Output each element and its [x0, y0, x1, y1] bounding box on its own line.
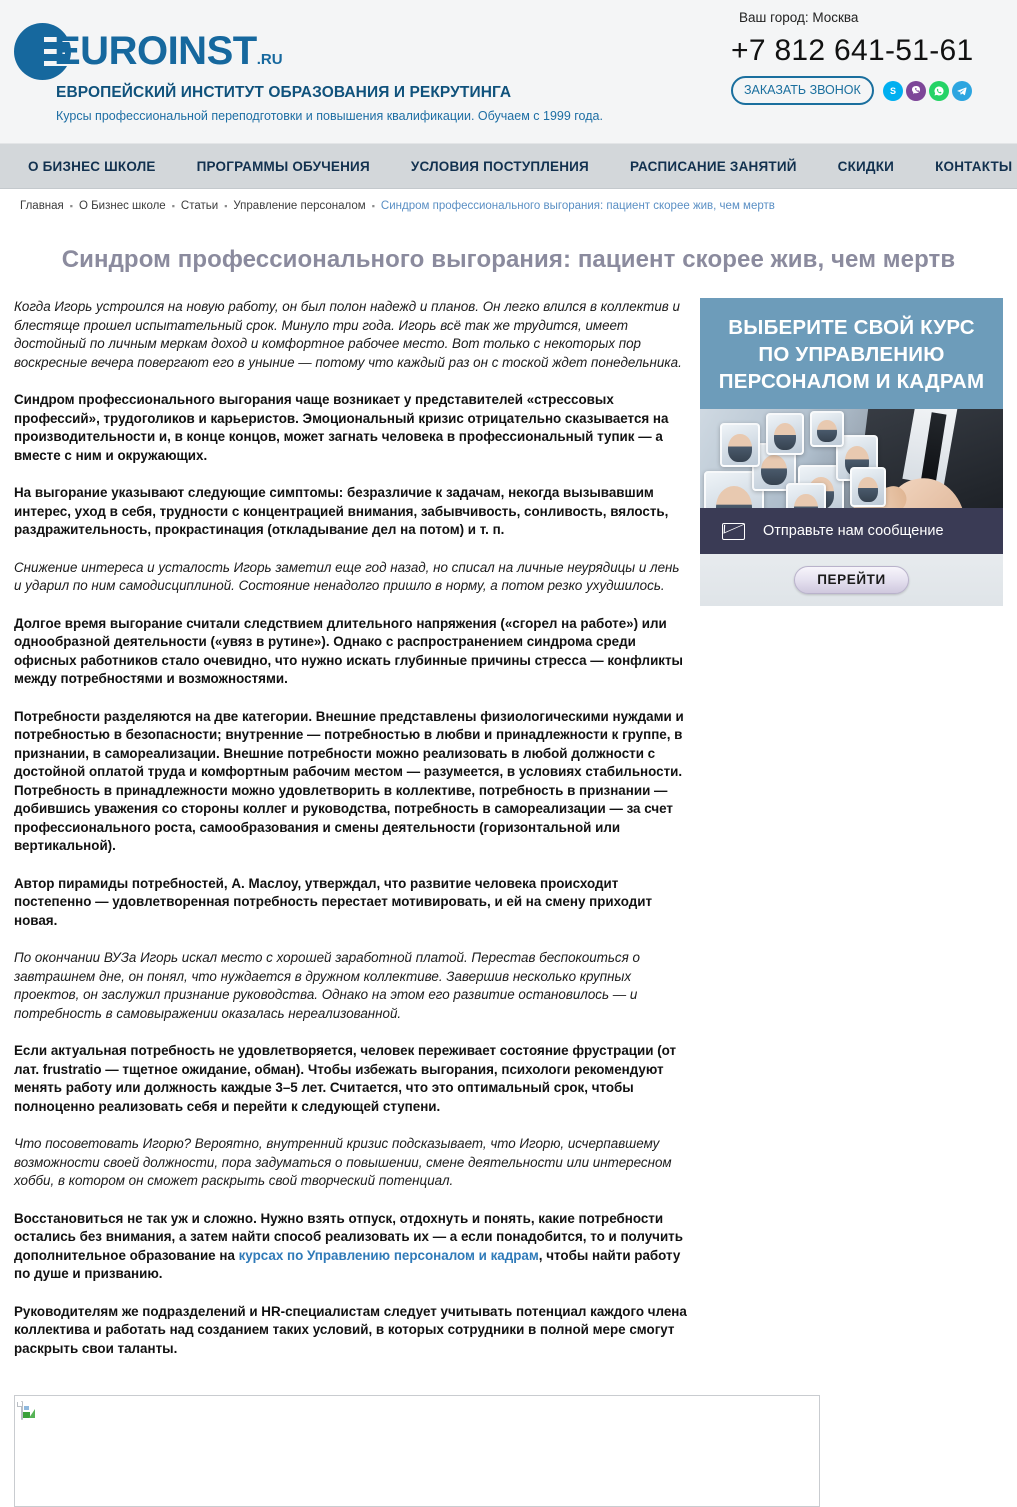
nav-item-discounts[interactable]: СКИДКИ — [837, 158, 895, 174]
promo-heading-line-3: ПЕРСОНАЛОМ И КАДРАМ — [718, 370, 985, 393]
breadcrumb-separator-icon: ▪ — [371, 201, 375, 211]
article-paragraph-4: Снижение интереса и усталость Игорь заметил еще год назад, но списал на личные неурядицы и лень и ударил по ним самодисциплиной. Состояние ненадолго пришло в норму, а потом резко ухудшилось. — [14, 559, 680, 593]
logo-block[interactable] — [14, 22, 603, 123]
breadcrumb — [0, 189, 1017, 212]
content-wrapper — [0, 274, 1017, 1377]
article-paragraph-7: Автор пирамиды потребностей, А. Маслоу, утверждал, что развитие человека происходит постепенно — удовлетворенная потребность перестает мотивировать, и ей на смену приходит новая. — [14, 875, 653, 928]
article-body — [0, 298, 690, 1377]
paragraph-11-text-after: , чтобы найти работу по душе и призванию. — [14, 1247, 681, 1281]
nav-item-contacts[interactable]: КОНТАКТЫ — [935, 158, 1013, 174]
promo-banner[interactable] — [700, 298, 1003, 606]
skype-icon[interactable] — [883, 81, 903, 101]
breadcrumb-item-hr-management[interactable]: Управление персоналом — [233, 200, 366, 212]
promo-banner-footer — [700, 554, 1003, 606]
breadcrumb-item-home[interactable]: Главная — [20, 200, 64, 212]
promo-banner-heading — [700, 298, 1003, 409]
envelope-icon — [722, 523, 745, 540]
article-paragraph-9: Если актуальная потребность не удовлетворяется, человек переживает состояние фрустрации (от лат. frustratio — тщетное ожидание, обман). Чтобы избежать выгорания, психологи рекомендуют менять работу или должность каждые 3–5 лет. Считается, что это оптимальный срок, чтобы полноценно реализовать себя и перейти к следующей ступени. — [14, 1043, 677, 1114]
logo-row[interactable] — [14, 22, 603, 80]
article-paragraph-1: Когда Игорь устроился на новую работу, он был полон надежд и планов. Он легко влился в коллектив и блестяще прошел испытательный срок. Минуло три года. Игорь всё так же трудится, имеет достойный по личным меркам доход и комфортное рабочее место. Вот только с некоторых пор воскресные вечера повергают его в уныние — потому что каждый раз он с тоской ждет понедельника. — [14, 299, 682, 370]
order-callback-button[interactable]: ЗАКАЗАТЬ ЗВОНОК — [731, 76, 874, 105]
phone-number[interactable]: +7 812 641-51-61 — [731, 34, 974, 67]
header-cta-row — [731, 76, 1017, 105]
article-paragraph-3: На выгорание указывают следующие симптомы: безразличие к задачам, некогда вызывавшим интерес, уход в себя, трудности с концентрацией внимания, забывчивость, сонливость, вялость, раздражительность, прокрастинация (откладывание дел на потом) и т. п. — [14, 485, 669, 537]
main-navigation — [0, 144, 1017, 189]
article-paragraph-2: Синдром профессионального выгорания чаще возникает у представителей «стрессовых профессий», трудоголиков и карьеристов. Эмоциональный кризис отрицательно сказывается на производительности и, в конце концов, может загнать человека в профессиональный тупик — а вместе с ним и окружающих. — [14, 392, 669, 463]
hr-courses-link[interactable]: курсах по Управлению персоналом и кадрам — [238, 1247, 539, 1263]
article-paragraph-5: Долгое время выгорание считали следствием длительного напряжения («сгорел на работе») или однообразной деятельности («увяз в рутине»). Однако с распространением синдрома среди офисных работников стало очевидно, что нужно искать глубинные причины стресса — конфликты между потребностями и возможностями. — [14, 615, 683, 686]
send-message-label: Отправьте нам сообщение — [763, 523, 944, 539]
people-photo-tile — [810, 411, 844, 447]
header-contact-block — [717, 10, 1017, 105]
promo-banner-photo — [700, 409, 1003, 554]
social-links — [883, 81, 972, 101]
nav-item-programs[interactable]: ПРОГРАММЫ ОБУЧЕНИЯ — [196, 158, 370, 174]
page-title: Синдром профессионального выгорания: пациент скорее жив, чем мертв — [61, 246, 956, 273]
people-photo-tile — [850, 467, 886, 507]
organization-tagline: Курсы профессиональной переподготовки и повышения квалификации. Обучаем с 1999 года. — [56, 109, 603, 123]
nav-item-about-school[interactable]: О БИЗНЕС ШКОЛЕ — [28, 158, 156, 174]
telegram-icon[interactable] — [952, 81, 972, 101]
promo-heading-line-1: ВЫБЕРИТЕ СВОЙ КУРС — [728, 316, 975, 339]
article-paragraph-12: Руководителям же подразделений и HR-специалистам следует учитывать потенциал каждого члена коллектива и работать над созданием таких условий, в которых сотрудники в полной мере смогут раскрыть свои таланты. — [14, 1303, 687, 1356]
broken-image-icon — [21, 1401, 23, 1420]
logo-tld-text: .RU — [256, 51, 283, 68]
logo-word-text: EUROINST — [54, 29, 257, 73]
article-paragraph-10: Что посоветовать Игорю? Вероятно, внутренний кризис подсказывает, что Игорю, исчерпавшему возможности своей должности, пора задуматься о повышении, смене деятельности или интересном хобби, в котором он сможет раскрыть свой творческий потенциал. — [14, 1136, 672, 1188]
sidebar — [700, 298, 1003, 606]
people-photo-tile — [766, 413, 804, 455]
article-paragraph-11 — [14, 1210, 690, 1284]
breadcrumb-separator-icon: ▪ — [69, 201, 73, 211]
breadcrumb-separator-icon: ▪ — [224, 201, 228, 211]
breadcrumb-separator-icon: ▪ — [171, 201, 175, 211]
breadcrumb-current-page: Синдром профессионального выгорания: пациент скорее жив, чем мертв — [380, 200, 775, 212]
site-header — [0, 0, 1017, 144]
nav-item-admission[interactable]: УСЛОВИЯ ПОСТУПЛЕНИЯ — [410, 158, 589, 174]
promo-go-button[interactable]: ПЕРЕЙТИ — [794, 566, 909, 594]
paragraph-11-text-before: Восстановиться не так уж и сложно. Нужно взять отпуск, отдохнуть и понять, какие потребности остались без внимания, а затем найти способ реализовать их — а если понадобится, то и получить дополнительное образование на — [14, 1210, 683, 1263]
breadcrumb-item-about-school[interactable]: О Бизнес школе — [78, 200, 166, 212]
organization-name: ЕВРОПЕЙСКИЙ ИНСТИТУТ ОБРАЗОВАНИЯ И РЕКРУТИНГА — [56, 84, 512, 101]
city-label: Ваш город: Москва — [739, 10, 859, 25]
article-paragraph-8: По окончании ВУЗа Игорь искал место с хорошей заработной платой. Перестав беспокоиться о завтрашнем дне, он понял, что нуждается в дружном коллективе. Завершив несколько крупных проектов, он заслужил признание руководства. Однако на этом его развитие остановилось — и потребность в самовыражении оказалась нереализованной. — [14, 950, 640, 1021]
logo-wordmark — [54, 31, 283, 71]
whatsapp-icon[interactable] — [929, 81, 949, 101]
article-paragraph-6: Потребности разделяются на две категории. Внешние представлены физиологическими нуждами и потребностью в безопасности; внутренние — потребностью в любви и принадлежности к группе, в признании, в самореализации. Внешние потребности можно реализовать в любой должности с достойной оплатой труда и комфортным рабочим местом — разумеется, в условиях стабильности. Потребность в принадлежности можно удовлетворить в коллективе, потребность в признании — добившись уважения со стороны коллег и руководства, потребность в самореализации — за счет профессионального роста, самообразования и смены деятельности (горизонтальной или вертикальной). — [14, 708, 684, 853]
people-photo-tile — [720, 423, 760, 467]
nav-item-schedule[interactable]: РАСПИСАНИЕ ЗАНЯТИЙ — [629, 158, 797, 174]
svg-text:S: S — [889, 85, 896, 96]
breadcrumb-item-articles[interactable]: Статьи — [180, 200, 219, 212]
bottom-content-box — [14, 1395, 820, 1507]
viber-icon[interactable] — [906, 81, 926, 101]
promo-heading-line-2: ПО УПРАВЛЕНИЮ — [758, 343, 945, 366]
send-message-bar[interactable] — [700, 508, 1003, 554]
